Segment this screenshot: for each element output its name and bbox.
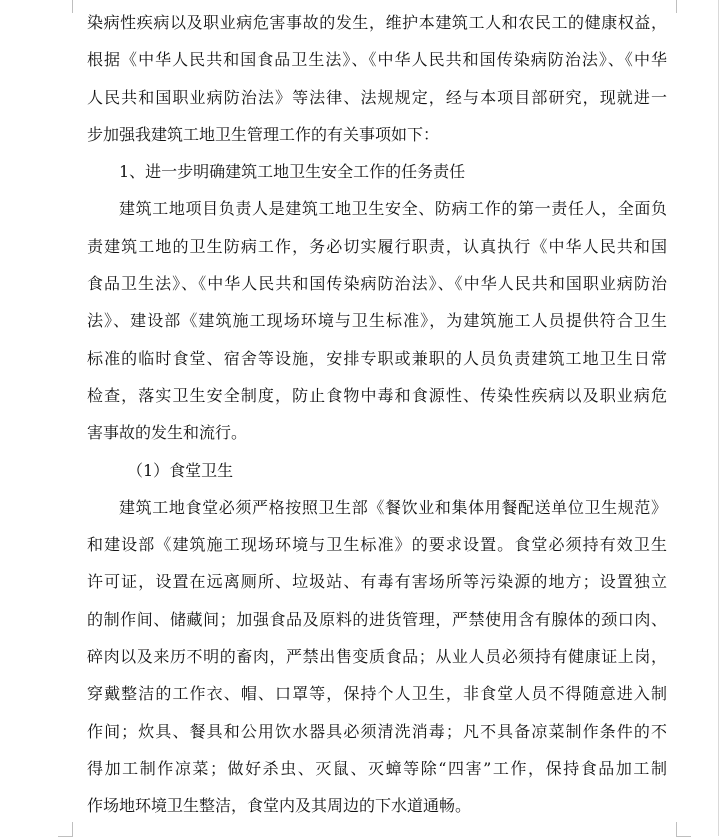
text-line: 建筑工地项目负责人是建筑工地卫生安全、防病工作的第一责任人，全面负 [119,199,667,219]
text-line: 步加强我建筑工地卫生管理工作的有关事项如下： [87,124,440,144]
subsection-heading: （1）食堂卫生 [127,460,234,480]
text-line: 害事故的发生和流行。 [87,423,248,443]
text-line: 法》、建设部《建筑施工现场环境与卫生标准》，为建筑施工人员提供符合卫生 [87,311,667,331]
text-line: 的制作间、储藏间；加强食品及原料的进货管理，严禁使用含有腺体的颈口肉、 [87,609,667,629]
text-line: 作间；炊具、餐具和公用饮水器具必须清洗消毒；凡不具备凉菜制作条件的不 [87,721,667,741]
crop-mark-bottom-right [676,822,691,837]
text-line: 染病性疾病以及职业病危害事故的发生，维护本建筑工人和农民工的健康权益， [87,13,667,32]
crop-mark-top-left [58,0,73,13]
text-line: 食品卫生法》、《中华人民共和国传染病防治法》、《中华人民共和国职业病防治 [87,274,667,294]
text-line: 作场地环境卫生整洁，食堂内及其周边的下水道通畅。 [87,796,472,816]
text-line: 标准的临时食堂、宿舍等设施，安排专职或兼职的人员负责建筑工地卫生日常 [87,348,667,368]
text-line: 责建筑工地的卫生防病工作，务必切实履行职责，认真执行《中华人民共和国 [87,236,667,256]
crop-mark-bottom-left [58,822,73,837]
crop-mark-top-right [676,0,691,13]
section-heading: 1、进一步明确建筑工地卫生安全工作的任务责任 [119,162,466,182]
text-line: 穿戴整洁的工作衣、帽、口罩等，保持个人卫生，非食堂人员不得随意进入制 [87,684,667,704]
document-body [87,4,667,825]
text-line: 碎肉以及来历不明的畜肉，严禁出售变质食品；从业人员必须持有健康证上岗， [87,647,667,667]
text-line: 和建设部《建筑施工现场环境与卫生标准》的要求设置。食堂必须持有效卫生 [87,535,667,555]
text-line: 得加工制作凉菜；做好杀虫、灭鼠、灭蟑等除“四害”工作，保持食品加工制 [87,758,667,778]
text-line: 检查，落实卫生安全制度，防止食物中毒和食源性、传染性疾病以及职业病危 [87,385,667,405]
text-line: 人民共和国职业病防治法》等法律、法规规定，经与本项目部研究，现就进一 [87,87,667,107]
text-line: 许可证，设置在远离厕所、垃圾站、有毒有害场所等污染源的地方；设置独立 [87,572,667,592]
text-line: 根据《中华人民共和国食品卫生法》、《中华人民共和国传染病防治法》、《中华 [87,50,667,70]
text-line: 建筑工地食堂必须严格按照卫生部《餐饮业和集体用餐配送单位卫生规范》 [119,497,667,517]
